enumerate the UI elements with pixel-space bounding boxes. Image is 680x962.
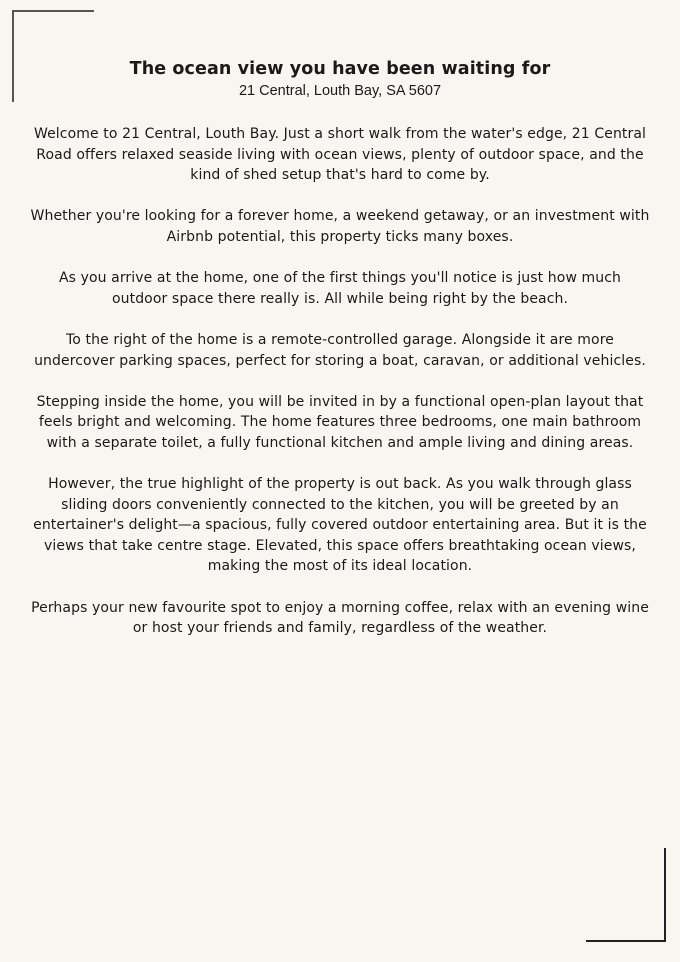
description-body — [30, 124, 650, 639]
property-address: 21 Central, Louth Bay, SA 5607 — [238, 83, 442, 99]
document-content — [30, 57, 650, 639]
paragraph-welcome: Welcome to 21 Central, Louth Bay. Just a short walk from the water's edge, 21 Central Road offers relaxed seaside living with ocean views, plenty of outdoor space, and the kind of shed setup that's hard to come by. — [33, 126, 647, 184]
paragraph-outdoor-space: As you arrive at the home, one of the first things you'll notice is just how much outdoor space there really is. All while being right by the beach. — [58, 270, 622, 307]
corner-frame-bottom-right — [586, 848, 666, 942]
paragraph-interior: Stepping inside the home, you will be invited in by a functional open-plan layout that feels bright and welcoming. The home features three bedrooms, one main bathroom with a separate toilet, a fully functional kitchen and ample living and dining areas. — [36, 393, 644, 451]
page-title: The ocean view you have been waiting for — [129, 59, 551, 79]
paragraph-garage: To the right of the home is a remote-controlled garage. Alongside it are more undercover parking spaces, perfect for storing a boat, caravan, or additional vehicles. — [34, 331, 646, 369]
paragraph-entertaining-area: However, the true highlight of the property is out back. As you walk through glass sliding doors conveniently connected to the kitchen, you will be greeted by an entertainer's delight—a spacious, fully covered outdoor entertaining area. But it is the views that take centre stage. Elevated, this space offers breathtaking ocean views, making the most of its ideal location. — [33, 476, 647, 575]
paragraph-closing: Perhaps your new favourite spot to enjoy a morning coffee, relax with an evening wine or host your friends and family, regardless of the weather. — [31, 599, 649, 637]
paragraph-investment: Whether you're looking for a forever home, a weekend getaway, or an investment with Airbnb potential, this property ticks many boxes. — [30, 208, 650, 245]
